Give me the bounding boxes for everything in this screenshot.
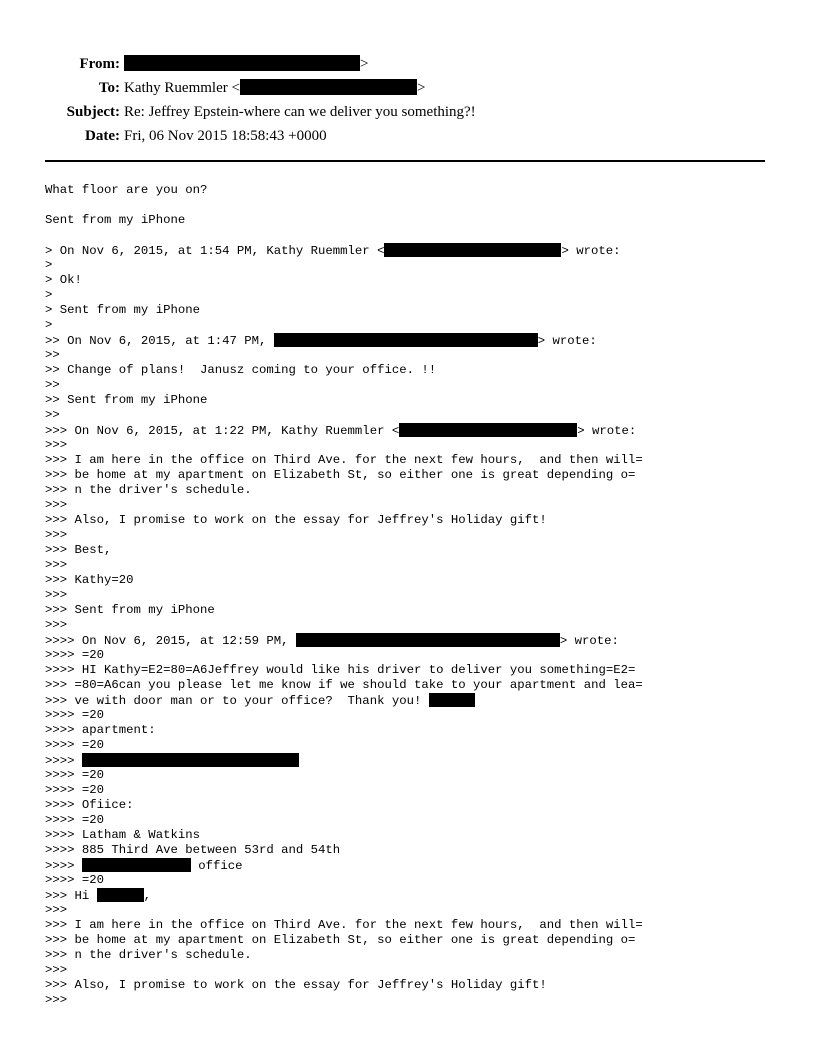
body-line: [45, 633, 785, 648]
body-line: Sent from my iPhone: [45, 213, 186, 227]
to-value: [124, 80, 425, 96]
date-value: Fri, 06 Nov 2015 18:58:43 +0000: [124, 128, 327, 144]
body-line: >> Sent from my iPhone: [45, 393, 208, 407]
line-text: > wrote:: [577, 424, 637, 438]
body-line: >: [45, 318, 53, 332]
body-line: [45, 888, 785, 903]
body-line: >>>: [45, 588, 68, 602]
body-line: >>>> apartment:: [45, 723, 156, 737]
to-name: Kathy Ruemmler <: [124, 80, 240, 96]
body-line: >>>: [45, 558, 68, 572]
from-label: From:: [79, 56, 120, 72]
body-line: [45, 753, 785, 768]
body-line: >>: [45, 378, 60, 392]
redaction-block: [124, 55, 360, 71]
subject-row: [0, 100, 816, 124]
line-text: office: [190, 859, 243, 873]
body-line: >>>> HI Kathy=E2=80=A6Jeffrey would like his driver to deliver you something=E2=: [45, 663, 636, 677]
line-text: > On Nov 6, 2015, at 1:54 PM, Kathy Ruemmler <: [45, 244, 385, 258]
line-text: >>>>: [45, 754, 82, 768]
body-line: [45, 333, 785, 348]
body-line: >>>> =20: [45, 708, 105, 722]
redaction-block: [399, 423, 577, 437]
redaction-block: [97, 888, 144, 902]
body-line: >>> be home at my apartment on Elizabeth St, so either one is great depending o=: [45, 468, 636, 482]
to-label: To:: [98, 80, 120, 96]
redaction-block: [82, 753, 299, 767]
body-line: >>>: [45, 963, 68, 977]
line-text: >>> ve with door man or to your office? Thank you!: [45, 694, 429, 708]
header-divider: [45, 160, 765, 162]
body-line: >>> I am here in the office on Third Ave. for the next few hours, and then will=: [45, 453, 643, 467]
from-row: [0, 52, 816, 76]
line-text: >> On Nov 6, 2015, at 1:47 PM,: [45, 334, 274, 348]
body-line: [45, 423, 785, 438]
body-line: >>>: [45, 903, 68, 917]
line-text: > wrote:: [561, 244, 621, 258]
subject-value: Re: Jeffrey Epstein-where can we deliver you something?!: [124, 104, 476, 120]
body-line: >>>> =20: [45, 738, 105, 752]
body-line: [45, 243, 785, 258]
body-line: > Ok!: [45, 273, 82, 287]
date-row: [0, 124, 816, 148]
body-line: >>>> Ofiice:: [45, 798, 134, 812]
from-suffix: >: [360, 56, 369, 72]
body-line: >: [45, 258, 53, 272]
body-line: >>>: [45, 498, 68, 512]
body-line: >>>> 885 Third Ave between 53rd and 54th: [45, 843, 341, 857]
blank-line: [45, 228, 785, 243]
redaction-block: [296, 633, 560, 647]
body-line: >>>> Latham & Watkins: [45, 828, 200, 842]
line-text: > wrote:: [537, 334, 597, 348]
body-line: >>> =80=A6can you please let me know if we should take to your apartment and lea=: [45, 678, 643, 692]
body-line: >>> n the driver's schedule.: [45, 948, 252, 962]
body-line: >>>> =20: [45, 783, 105, 797]
date-label: Date:: [85, 128, 120, 144]
from-value: [124, 56, 368, 72]
redaction-block: [274, 333, 538, 347]
subject-label: Subject:: [66, 104, 120, 120]
redaction-block: [429, 693, 475, 707]
line-text: >>> Hi: [45, 889, 97, 903]
body-line: >>> Best,: [45, 543, 112, 557]
body-line: What floor are you on?: [45, 183, 208, 197]
body-line: >>> I am here in the office on Third Ave. for the next few hours, and then will=: [45, 918, 643, 932]
redaction-block: [240, 79, 417, 95]
email-body: [45, 183, 785, 1008]
body-line: >>>: [45, 528, 68, 542]
body-line: >>> be home at my apartment on Elizabeth St, so either one is great depending o=: [45, 933, 636, 947]
body-line: >>>: [45, 993, 68, 1007]
line-text: ,: [143, 889, 152, 903]
line-text: >>>> On Nov 6, 2015, at 12:59 PM,: [45, 634, 296, 648]
redaction-block: [384, 243, 561, 257]
body-line: >>>> =20: [45, 768, 105, 782]
body-line: > Sent from my iPhone: [45, 303, 200, 317]
redaction-block: [82, 858, 191, 872]
body-line: >>> Sent from my iPhone: [45, 603, 215, 617]
body-line: >> Change of plans! Janusz coming to your office. !!: [45, 363, 437, 377]
blank-line: [45, 198, 785, 213]
body-line: >>>: [45, 618, 68, 632]
body-line: [45, 693, 785, 708]
body-line: >: [45, 288, 53, 302]
line-text: >>>>: [45, 859, 82, 873]
line-text: >>> On Nov 6, 2015, at 1:22 PM, Kathy Ruemmler <: [45, 424, 400, 438]
body-line: >>: [45, 348, 60, 362]
body-line: >>>> =20: [45, 648, 105, 662]
email-header: [0, 52, 816, 148]
body-line: >>> Also, I promise to work on the essay for Jeffrey's Holiday gift!: [45, 513, 547, 527]
to-suffix: >: [416, 80, 426, 96]
body-line: >>> Kathy=20: [45, 573, 134, 587]
to-row: [0, 76, 816, 100]
body-line: >>>> =20: [45, 873, 105, 887]
body-line: >>>> =20: [45, 813, 105, 827]
body-line: >>>: [45, 438, 68, 452]
body-line: >>> Also, I promise to work on the essay for Jeffrey's Holiday gift!: [45, 978, 547, 992]
body-line: >>> n the driver's schedule.: [45, 483, 252, 497]
body-line: >>: [45, 408, 60, 422]
body-line: [45, 858, 785, 873]
line-text: > wrote:: [559, 634, 619, 648]
